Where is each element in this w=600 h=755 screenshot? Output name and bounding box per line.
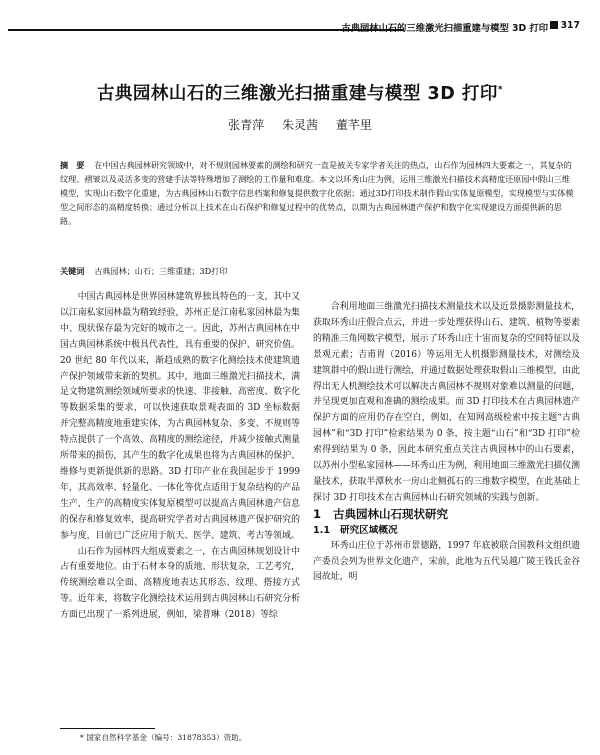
journal-title: 古典园林山石的三维激光扫描重建与模型 3D 打印 bbox=[341, 23, 548, 34]
keywords-text: 古典园林；山石；三维重建；3D打印 bbox=[94, 266, 228, 276]
body-paragraph: 合利用地面三维激光扫描技术测量技术以及近景摄影测量技术，获取环秀山庄假合点云，并进一步处理获得山石、建筑、植物等要素的精准三角网数字模型，展示了环秀山庄十宙而复杂的空间特征以及景观元素；吉甫胃（2016）等运用无人机摄影测量技术，对测绘及建筑群中的假山进行测绘，并通过数据处理获取假山三维模型，由此得出无人机测绘技术可以解决古典园林不规则对象难以测量的问题，并呈现更加直观和准确的测绘成果。而 3D 打印技术在古典园林遗产保护方面的应用仍存在空白，例如，在知网高级检索中按主题“古典园林”和“3D 打印”检索结果为 0 条，按主题“山石”和“3D 打印”检索得到结果为 0 条，因此本研究重点关注古典园林中的山石要素，以苏州小型私家园林——环秀山庄为例，利用地面三维激光扫描仪测量技术，获取半潭秋水一房山北侧孤石的三维数字模型，在此基础上探讨 3D 打印技术在古典园林山石研究领域的实践与创新。 bbox=[313, 302, 580, 503]
keywords bbox=[60, 266, 576, 277]
abstract-label: 摘 要 bbox=[60, 160, 85, 170]
left-column bbox=[60, 290, 300, 624]
author: 董芊里 bbox=[335, 118, 372, 132]
article-title bbox=[0, 80, 600, 105]
page-number: 317 bbox=[560, 20, 580, 31]
title-footnote-mark: * bbox=[497, 85, 504, 96]
title-text: 古典园林山石的三维激光扫描重建与模型 3D 打印 bbox=[96, 84, 498, 104]
keywords-label: 关键词 bbox=[60, 266, 85, 276]
header-square-icon bbox=[550, 21, 558, 29]
section-heading: 1 古典园林山石现状研究 bbox=[313, 506, 449, 521]
body-paragraph: 环秀山庄位于苏州市景德路，1997 年底被联合国教科文组织遗产委员会列为世界文化遗产，宋前，此地为五代吴越广陵王钱氏金谷园故址，明 bbox=[313, 540, 580, 583]
abstract-text: 在中国古典园林研究领域中，对不规则园林要素的测绘和研究一直是被关专家学者关注的热点，山石作为园林四大要素之一，其复杂的纹理、褶皱以及灵活多变的营建手法等特殊增加了测绘的工作量和难度。本文以环秀山庄为例，运用三维激光扫描技术高精度还原园中假山三维模型，实现山石数字化重建，为古典园林山石数字信息档案和修复提供数字化依据；通过3D打印技术制作假山实体复原模型，实现模型与实体模型之间形态的高精度转换；通过分析以上技术在山石保护和修复过程中的优势点，以期为古典园林遗产保护和数字化实现建设方面提供新的思路。 bbox=[60, 160, 574, 226]
body-paragraph: 山石作为园林四大组成要素之一，在古典园林规划设计中占有重要地位。由于石材本身的质地、形状复杂，工艺考究，传统测绘难以全面、高精度地表达其形态、纹理、搭接方式等。近年来，将数字化测绘技术运用到古典园林山石研究分析方面已出现了一系列进展，例如，梁普琳（2018）等综 bbox=[60, 546, 300, 621]
author: 张青萍 bbox=[228, 118, 265, 132]
subsection-heading: 1.1 研究区域概况 bbox=[313, 524, 398, 536]
footnote: * 国家自然科学基金（编号：31878353）资助。 bbox=[80, 733, 247, 742]
running-header bbox=[8, 20, 580, 38]
body-paragraph: 中国古典园林是世界园林建筑界独具特色的一支，其中又以江南私家园林最为精致经验，苏州正是江南私家园林最为集中、现状保存最为完好的城市之一。因此，苏州古典园林在中国古典园林系统中极具代表性，具有重要的保护、研究价值。20 世纪 80 年代以来，渐趋成熟的数字化测绘技术使建筑遗产保护领域带来新的契机。其中，地面三维激光扫描技术，满足文物建筑测绘领域所要求的快速、非接触、高密度、数字化等数据采集的要求，可以快速获取景观表面的 3D 坐标数据并完整高精度地重建实体，为古典园林复杂、多变、不规则等特点提供了一个高效、高精度的测绘途径，并减少接触式测量所带来的损伤，其产生的数字化成果也将为古典园林的保护、维修与更新提供新的思路。3D 打印产业在我国起步于 1999 年，其高效率、轻量化、一体化等优点适用于复杂结构的产品生产，生产的高精度实体复原模型可以提高古典园林遗产信息的保存和修复效率，提高研究学者对古典园林遗产保护研究的参与度，目前已广泛应用于航天、医学、建筑、考古等领域。 bbox=[60, 292, 300, 541]
abstract bbox=[60, 158, 576, 228]
author: 朱灵茜 bbox=[281, 118, 318, 132]
right-column bbox=[313, 300, 580, 586]
authors bbox=[0, 116, 600, 133]
footnote-rule bbox=[60, 728, 155, 729]
